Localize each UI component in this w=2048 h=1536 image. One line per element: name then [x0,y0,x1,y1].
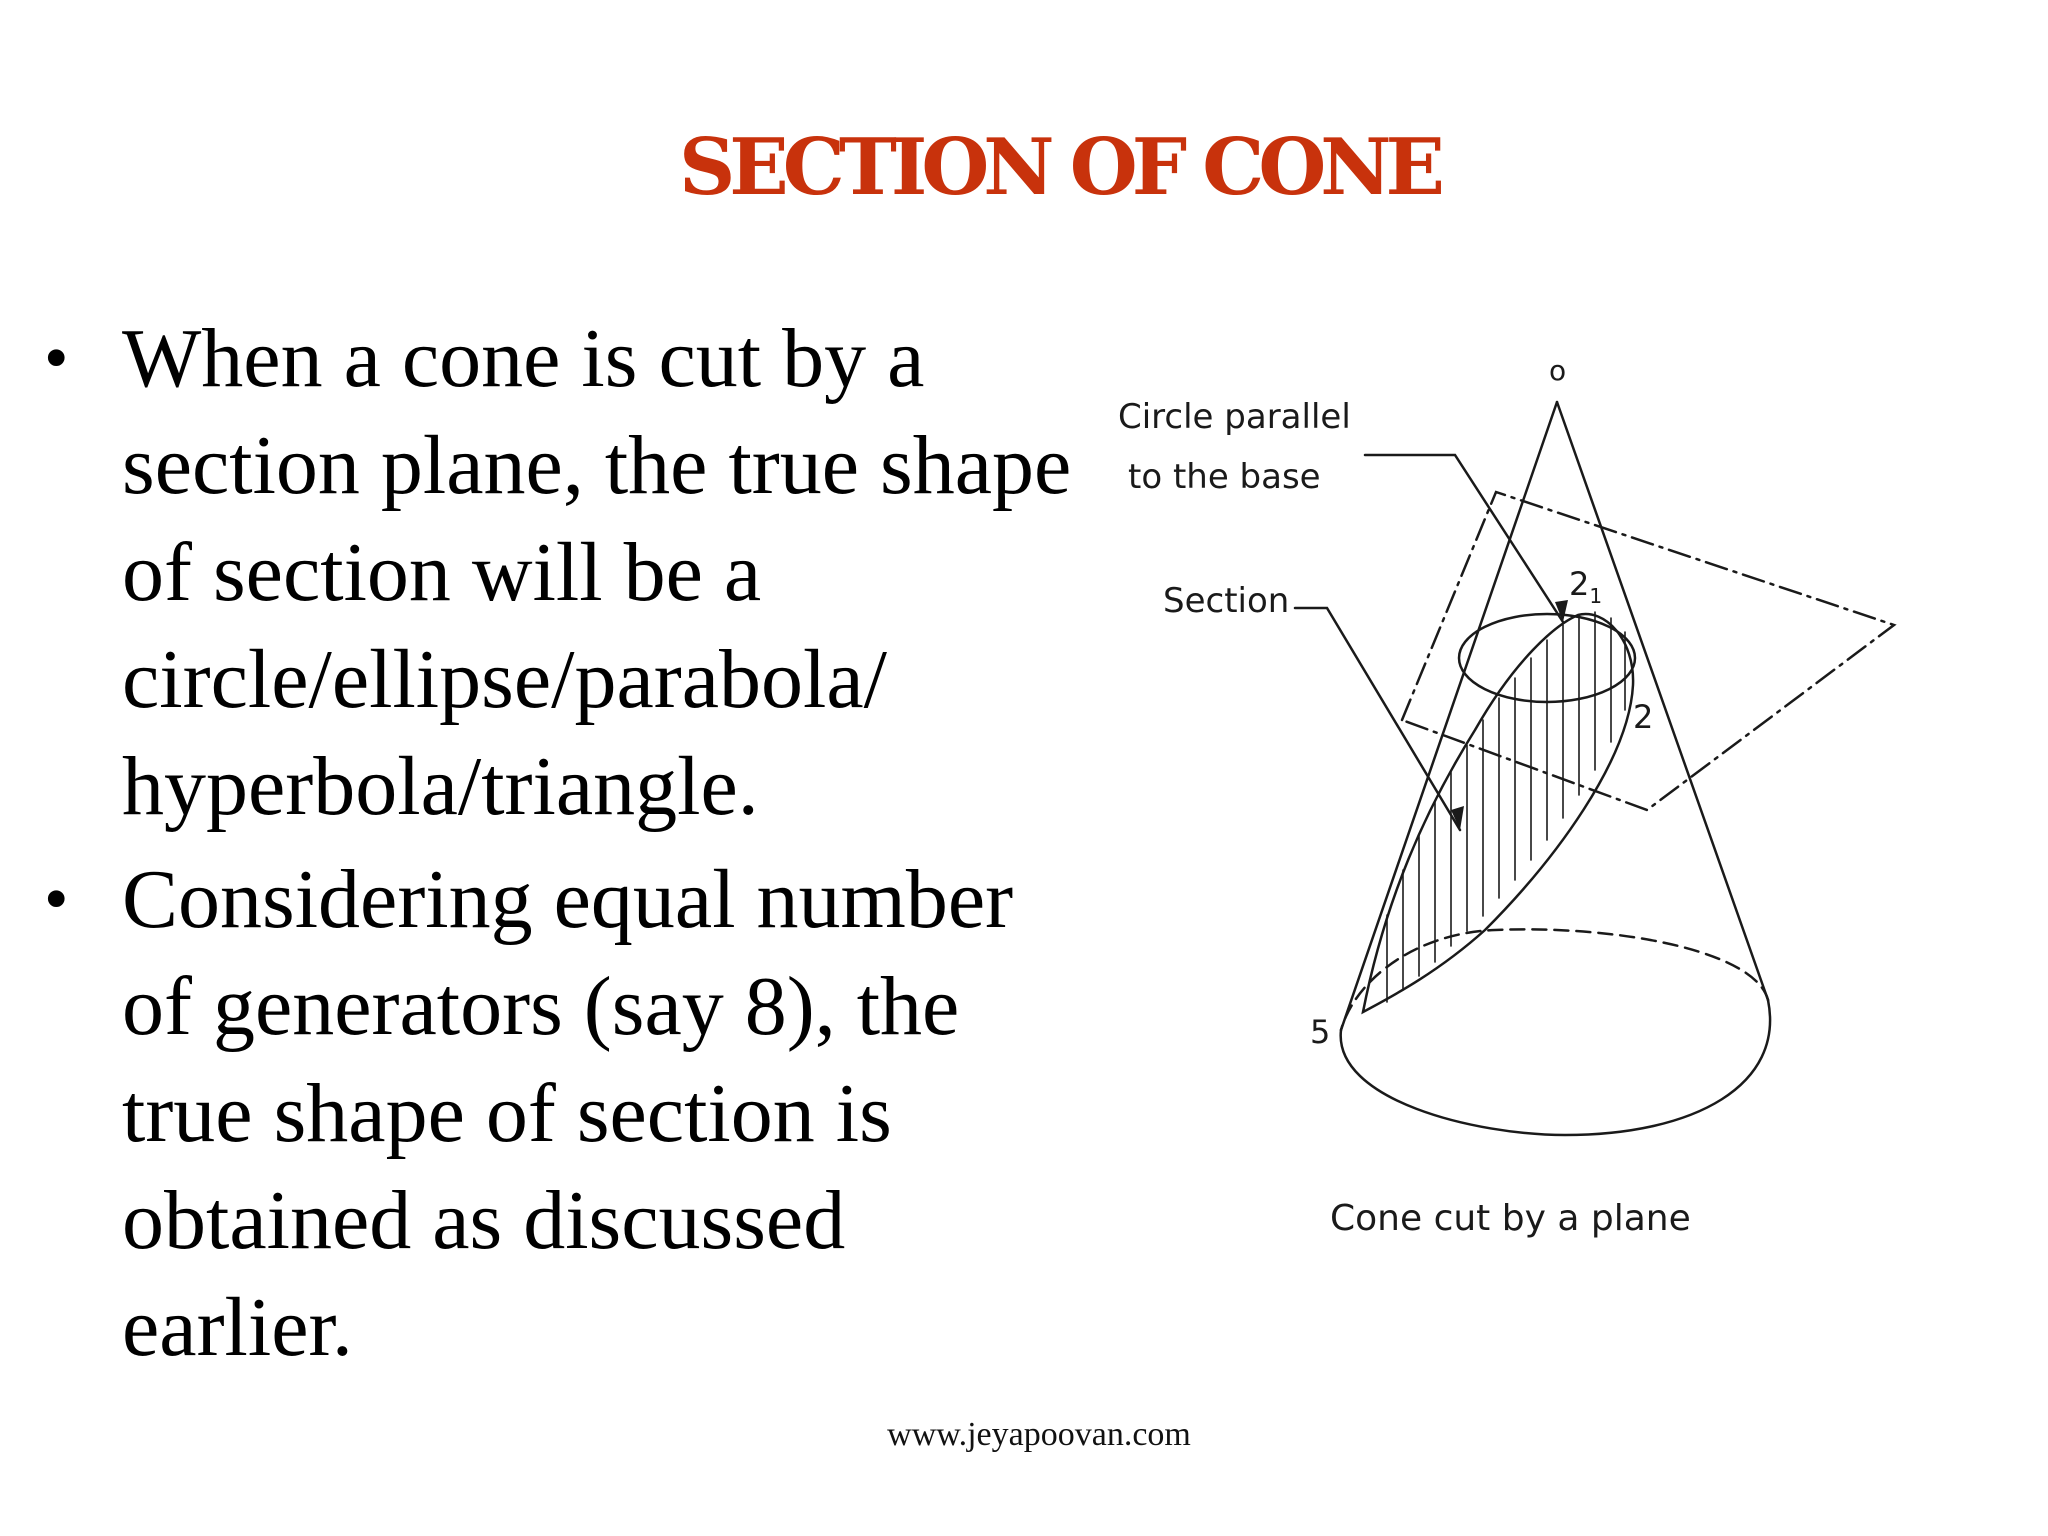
bullet-text: Considering equal number of generators (say 8), the true shape of section is obtained as discussed earlier. [122,853,1014,1374]
label-circle-line2: to the base [1128,457,1321,497]
circle-leader-line [1365,455,1563,622]
label-circle-line1: Circle parallel [1118,397,1351,437]
label-point-2-1 [1569,565,1602,608]
bullet-item [44,305,1094,840]
footer-url: www.jeyapoovan.com [887,1416,1191,1453]
label-2-base: 2 [1569,565,1590,603]
label-section: Section [1163,581,1290,621]
cone-section-diagram [1095,340,1935,1270]
figure-caption: Cone cut by a plane [1330,1198,1691,1239]
bullet-icon: • [44,861,69,938]
label-2-subscript: 1 [1589,584,1603,608]
cone-base-front [1341,1000,1770,1135]
cone-base-back [1341,929,1768,1030]
bullet-text: When a cone is cut by a section plane, the true shape of section will be a circle/ellipse/parabola/ hyperbola/triangle. [122,312,1072,833]
cone-right-generator [1557,402,1768,1000]
label-apex-o: o [1549,354,1567,387]
bullet-item [44,846,1094,1381]
slide-title: SECTION OF CONE [678,122,1440,213]
bullet-icon: • [44,320,69,397]
bullet-list [44,305,1094,1387]
label-point-2: 2 [1633,698,1654,736]
section-plane [1402,492,1894,810]
label-point-5: 5 [1310,1013,1331,1051]
